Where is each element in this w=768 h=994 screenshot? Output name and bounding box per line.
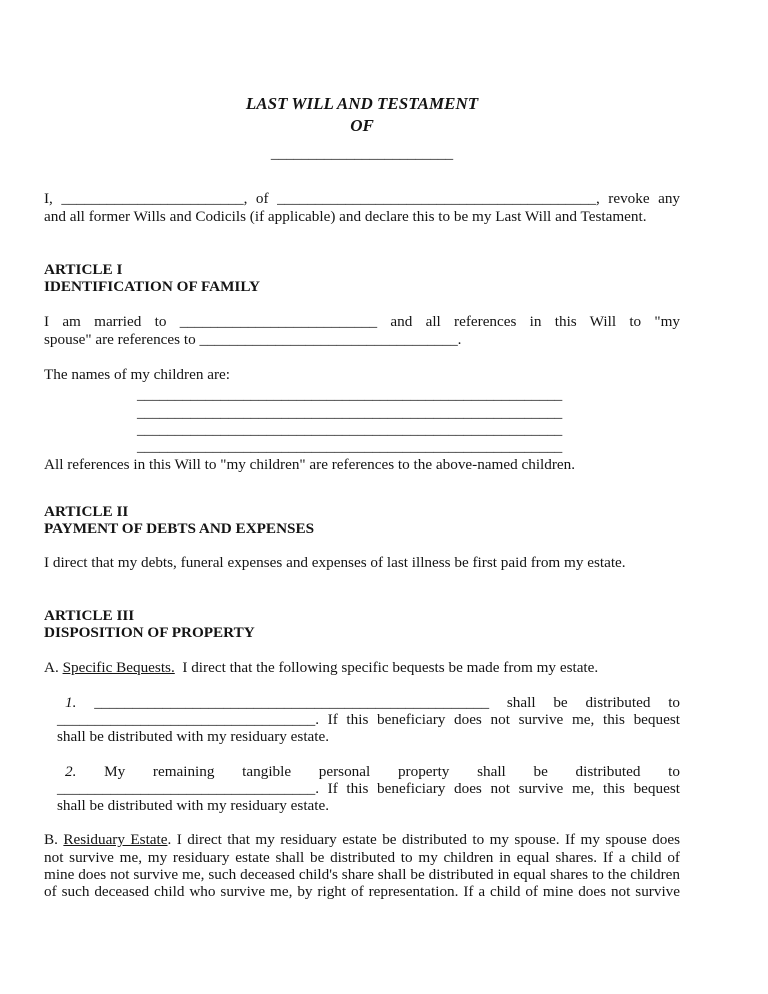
married-text-2: and all references in this Will to "my	[390, 313, 681, 331]
section-b-line-2: not survive me, my residuary estate shall be distributed to my children in equal shares. If a child of	[44, 848, 680, 866]
children-intro-line: The names of my children are:	[44, 366, 230, 384]
title-line-1: LAST WILL AND TESTAMENT	[245, 94, 479, 113]
item1-line-1	[57, 694, 680, 711]
item1-line-3: shall be distributed with my residuary estate.	[57, 728, 330, 746]
article3-heading	[44, 607, 680, 642]
married-text-4: .	[457, 330, 462, 348]
section-a-text: I direct that the following specific bequests be made from my estate.	[174, 659, 599, 677]
section-b-label: B.	[44, 831, 58, 849]
article3-heading-line-2: DISPOSITION OF PROPERTY	[44, 624, 255, 642]
item1-line-2	[57, 711, 680, 728]
article2-heading	[44, 503, 680, 538]
section-b-heading: Residuary Estate	[63, 831, 168, 849]
item1-line2-text: . If this beneficiary does not survive me, this bequest	[315, 710, 680, 728]
item2-line-2	[57, 780, 680, 797]
opening-text-3: , revoke any	[596, 190, 681, 208]
opening-text-1: I,	[44, 190, 53, 208]
document-title	[44, 93, 680, 137]
item2-line-3: shall be distributed with my residuary estate.	[57, 797, 330, 815]
article3-heading-line-1: ARTICLE III	[44, 606, 135, 624]
opening-text-2: , of	[243, 190, 269, 208]
article1-heading-line-1: ARTICLE I	[44, 260, 123, 278]
section-a-label: A.	[44, 659, 63, 677]
married-line-2	[44, 331, 680, 348]
testator-name-field[interactable]: ________________________	[61, 190, 244, 208]
section-b-line-1	[44, 831, 680, 848]
section-b-line-3: mine does not survive me, such deceased child's share shall be distributed in equal shares to the children	[44, 866, 680, 884]
testator-name-blank-line	[44, 145, 680, 162]
section-b-line1-text: . I direct that my residuary estate be distributed to my spouse. If my spouse does	[167, 831, 680, 849]
bequest2-beneficiary-field[interactable]: __________________________________	[57, 779, 316, 797]
article1-heading-line-2: IDENTIFICATION OF FAMILY	[44, 278, 261, 296]
opening-paragraph	[44, 190, 680, 225]
bequest1-property-field[interactable]: ____________________________________________________	[94, 693, 490, 711]
opening-line-1	[44, 190, 680, 207]
married-line-1	[44, 313, 680, 330]
section-b-line-4: of such deceased child who survive me, by right of representation. If a child of mine does not survive	[44, 883, 680, 901]
article2-heading-line-2: PAYMENT OF DEBTS AND EXPENSES	[44, 520, 315, 538]
section-b-paragraph	[44, 831, 680, 900]
child-name-blank-line-4[interactable]: ________________________________________________________	[137, 438, 563, 456]
children-names-block	[137, 386, 680, 455]
children-note-line: All references in this Will to "my children" are references to the above-named children.	[44, 455, 576, 473]
item1-line1-text: shall be distributed to	[506, 693, 681, 711]
article1-heading	[44, 261, 680, 296]
child-name-blank-line-2[interactable]: ________________________________________________________	[137, 403, 563, 421]
child-name-blank-line-1[interactable]: ________________________________________________________	[137, 386, 563, 404]
specific-bequest-item-1	[57, 694, 680, 746]
spouse-name-field[interactable]: __________________________	[179, 313, 378, 331]
opening-line-2: and all former Wills and Codicils (if applicable) and declare this to be my Last Will and Testament.	[44, 207, 647, 225]
item2-line-1	[57, 763, 680, 780]
item2-number: 2.	[65, 762, 77, 780]
married-paragraph	[44, 313, 680, 348]
item1-number: 1.	[65, 693, 77, 711]
section-a-heading: Specific Bequests.	[62, 659, 175, 677]
section-a-line	[44, 659, 680, 676]
child-name-blank-line-3[interactable]: ________________________________________________________	[137, 420, 563, 438]
specific-bequest-item-2	[57, 763, 680, 815]
married-text-3: spouse" are references to	[44, 330, 196, 348]
title-line-2: OF	[350, 116, 374, 135]
spouse-reference-field[interactable]: __________________________________	[199, 330, 458, 348]
testator-name-blank-field[interactable]: ________________________	[270, 145, 454, 162]
testator-city-field[interactable]: __________________________________________	[277, 190, 596, 208]
married-text-1: I am married to	[44, 313, 167, 331]
item2-line2-text: . If this beneficiary does not survive me, this bequest	[315, 779, 680, 797]
item2-line1-text: My remaining tangible personal property shall be distributed to	[104, 762, 680, 780]
debts-paragraph: I direct that my debts, funeral expenses and expenses of last illness be first paid from my estate.	[44, 554, 626, 572]
bequest1-beneficiary-field[interactable]: __________________________________	[57, 710, 316, 728]
article2-heading-line-1: ARTICLE II	[44, 502, 129, 520]
